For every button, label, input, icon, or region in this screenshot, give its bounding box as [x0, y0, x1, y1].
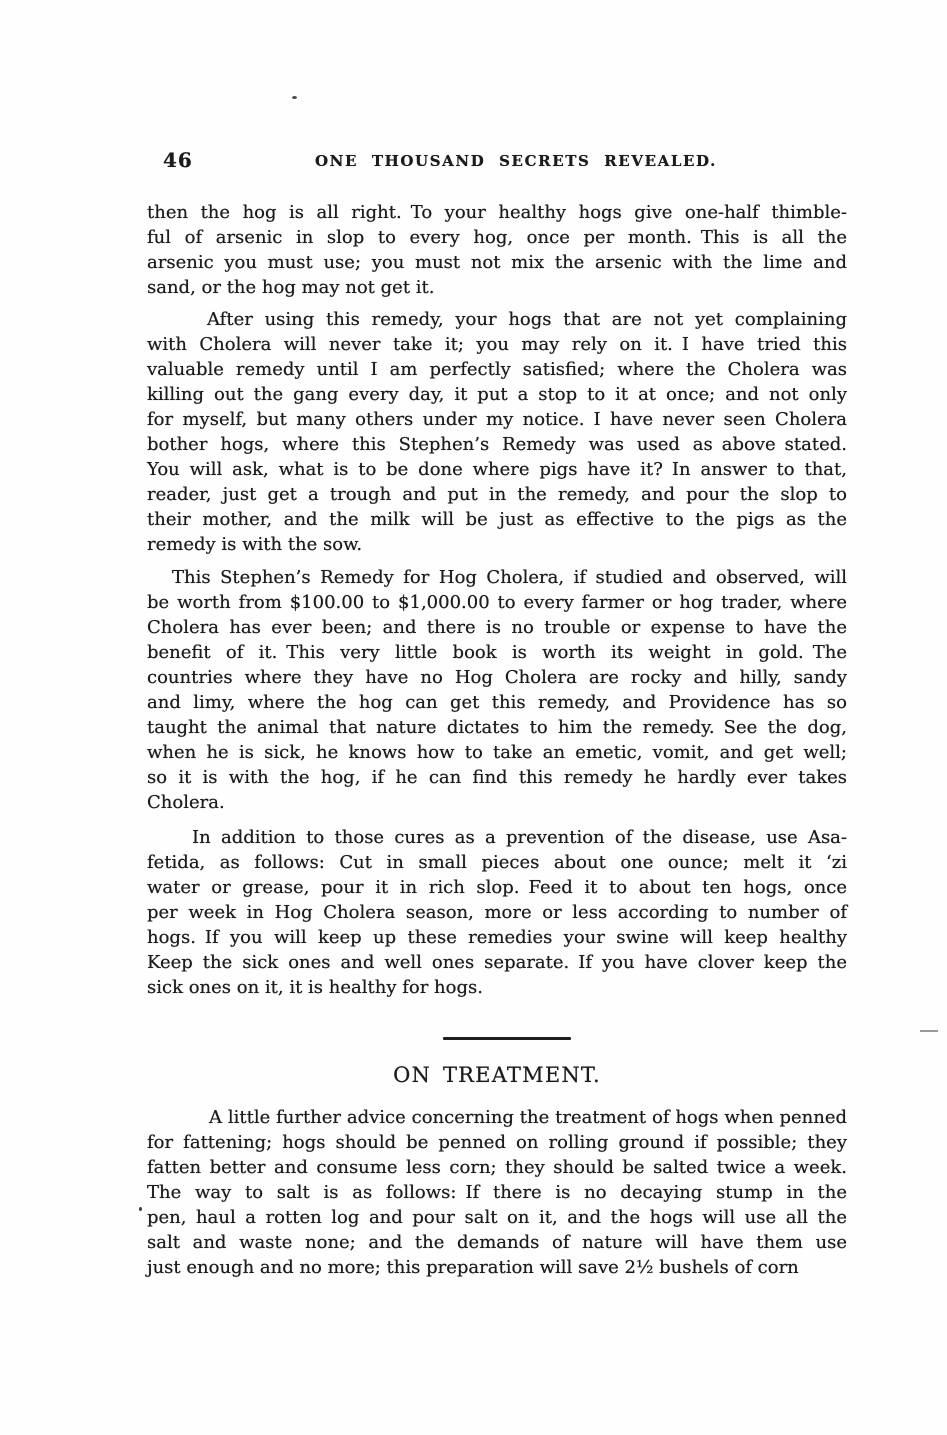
- text-line: A little further advice concerning the treatment of hogs when penned: [209, 1107, 847, 1128]
- text-line: and limy, where the hog can get this remedy, and Providence has so: [147, 692, 847, 713]
- text-line: just enough and no more; this preparation will save 2½ bushels of corn: [147, 1257, 799, 1278]
- paragraph: [147, 1105, 847, 1280]
- text-line: valuable remedy until I am perfectly satisfied; where the Cholera was: [147, 359, 847, 380]
- page-header: [147, 148, 847, 174]
- text-line: ful of arsenic in slop to every hog, once per month. This is all the: [147, 227, 847, 248]
- text-line: for fattening; hogs should be penned on rolling ground if possible; they: [147, 1132, 847, 1153]
- text-line: arsenic you must use; you must not mix the arsenic with the lime and: [147, 252, 847, 273]
- text-line: be worth from $100.00 to $1,000.00 to every farmer or hog trader, where: [147, 592, 847, 613]
- text-line: benefit of it. This very little book is worth its weight in gold. The: [147, 642, 847, 663]
- text-line: for myself, but many others under my notice. I have never seen Cholera: [147, 409, 847, 430]
- paragraph: [147, 825, 847, 1000]
- text-block: [147, 148, 847, 1280]
- text-line: with Cholera will never take it; you may rely on it. I have tried this: [147, 334, 847, 355]
- text-line: bother hogs, where this Stephen’s Remedy was used as above stated.: [147, 434, 847, 455]
- scan-mark: [920, 1030, 938, 1032]
- text-line: remedy is with the sow.: [147, 534, 363, 555]
- text-line: water or grease, pour it in rich slop. Feed it to about ten hogs, once: [147, 877, 847, 898]
- text-line: This Stephen’s Remedy for Hog Cholera, if studied and observed, will: [172, 567, 847, 588]
- paragraph: [147, 565, 847, 815]
- text-line: salt and waste none; and the demands of nature will have them use: [147, 1232, 847, 1253]
- text-line: fatten better and consume less corn; they should be salted twice a week.: [147, 1157, 847, 1178]
- text-line: Cholera.: [147, 792, 225, 813]
- running-title: ONE THOUSAND SECRETS REVEALED.: [315, 152, 717, 170]
- paragraph: [147, 307, 847, 557]
- section-divider-rule: [443, 1037, 571, 1040]
- text-line: sick ones on it, it is healthy for hogs.: [147, 977, 483, 998]
- text-line: then the hog is all right. To your healthy hogs give one-half thimble-: [147, 202, 847, 223]
- text-line: reader, just get a trough and put in the remedy, and pour the slop to: [147, 484, 847, 505]
- text-line: when he is sick, he knows how to take an emetic, vomit, and get well;: [147, 742, 847, 763]
- text-line: Cholera has ever been; and there is no trouble or expense to have the: [147, 617, 847, 638]
- section-body: [147, 1105, 847, 1280]
- page-number: 46: [163, 148, 193, 172]
- paragraph: [147, 200, 847, 300]
- text-line: so it is with the hog, if he can find this remedy he hardly ever takes: [147, 767, 847, 788]
- text-line: You will ask, what is to be done where pigs have it? In answer to that,: [147, 459, 847, 480]
- text-line: per week in Hog Cholera season, more or less according to number of: [147, 902, 847, 923]
- section-heading: ON TREATMENT.: [393, 1063, 601, 1087]
- text-line: The way to salt is as follows: If there is no decaying stump in the: [147, 1182, 847, 1203]
- text-line: killing out the gang every day, it put a stop to it at once; and not only: [147, 384, 847, 405]
- scan-speck: [292, 96, 297, 99]
- text-line: taught the animal that nature dictates to him the remedy. See the dog,: [147, 717, 847, 738]
- text-line: After using this remedy, your hogs that are not yet complaining: [207, 309, 847, 330]
- scan-speck: [139, 1207, 142, 1211]
- text-line: hogs. If you will keep up these remedies your swine will keep healthy: [147, 927, 847, 948]
- text-line: countries where they have no Hog Cholera are rocky and hilly, sandy: [147, 667, 847, 688]
- text-line: pen, haul a rotten log and pour salt on it, and the hogs will use all the: [147, 1207, 847, 1228]
- text-line: sand, or the hog may not get it.: [147, 277, 435, 298]
- text-line: their mother, and the milk will be just as effective to the pigs as the: [147, 509, 847, 530]
- body-text: [147, 200, 847, 1000]
- text-line: In addition to those cures as a prevention of the disease, use Asa-: [192, 827, 847, 848]
- text-line: fetida, as follows: Cut in small pieces about one ounce; melt it ʻzi: [147, 852, 847, 873]
- text-line: Keep the sick ones and well ones separate. If you have clover keep the: [147, 952, 847, 973]
